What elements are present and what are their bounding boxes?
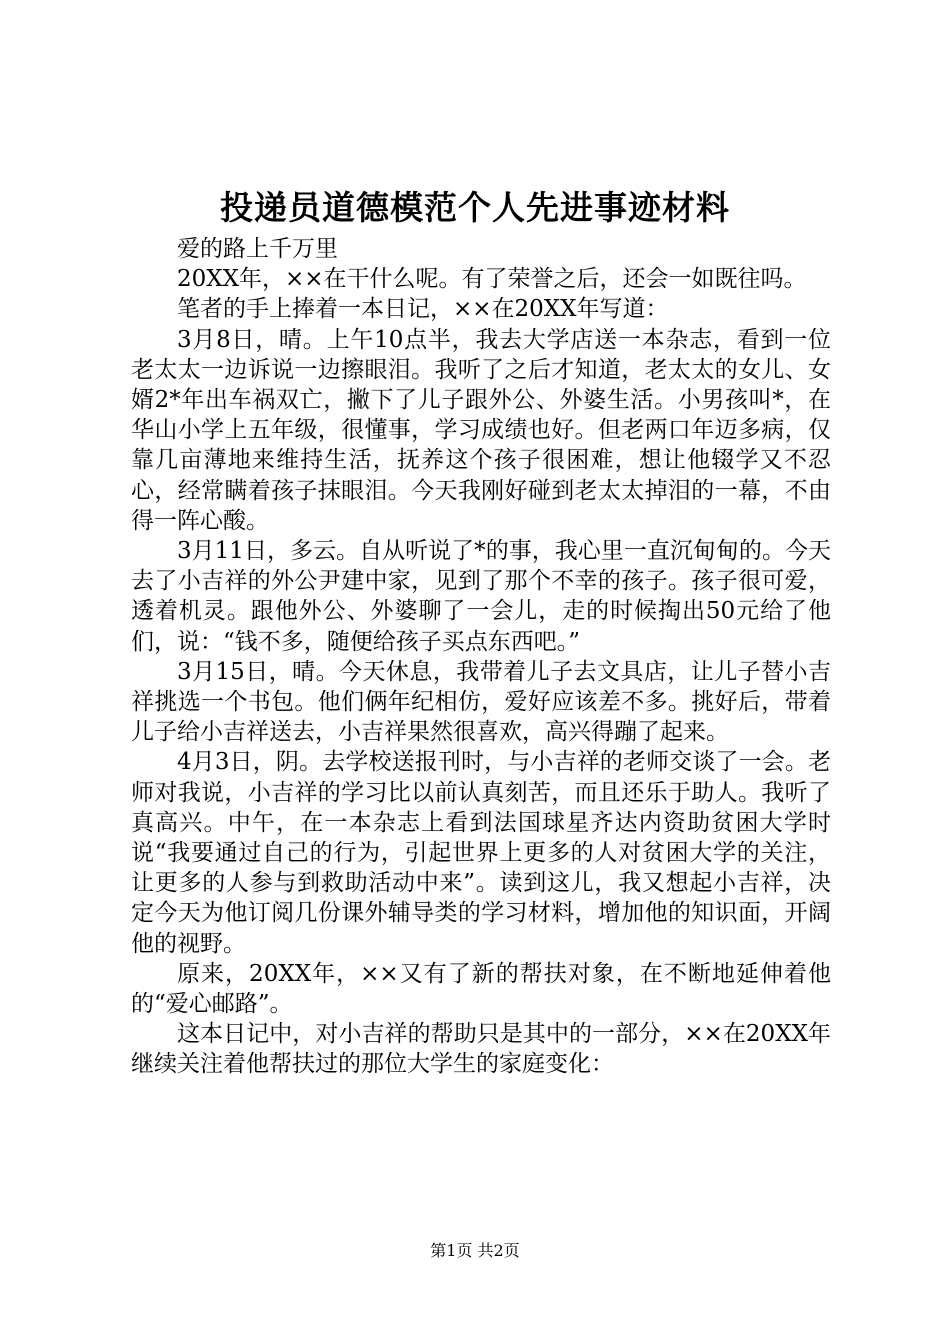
paragraph-subtitle: 爱的路上千万里 [177, 236, 338, 262]
paragraph: 20XX年，××在干什么呢。有了荣誉之后，还会一如既往吗。 [177, 266, 807, 293]
paragraph-diary-entry: 4月3日，阴。去学校送报刊时，与小吉祥的老师交谈了一会。老师对我说，小吉祥的学习比以前认真刻苦，而且还乐于助人。我听了真高兴。中午，在一本杂志上看到法国球星齐达内资助贫困大学时说“我要通过自己的行为，引起世界上更多的人对贫困大学的关注，让更多的人参与到救助活动中来”。读到这儿，我又想起小吉祥，决定今天为他订阅几份课外辅导类的学习材料，增加他的知识面，开阔他的视野。 [131, 749, 831, 957]
page-footer: 第1页 共2页 [430, 1241, 520, 1260]
paragraph: 原来，20XX年，××又有了新的帮扶对象，在不断地延伸着他的“爱心邮路”。 [131, 960, 831, 1018]
paragraph: 笔者的手上捧着一本日记，××在20XX年写道： [177, 296, 669, 323]
paragraph-diary-entry: 3月11日，多云。自从听说了*的事，我心里一直沉甸甸的。今天去了小吉祥的外公尹建中家，见到了那个不幸的孩子。孩子很可爱，透着机灵。跟他外公、外婆聊了一会儿，走的时候掏出50元给了他们，说：“钱不多，随便给孩子买点东西吧。” [131, 538, 831, 655]
document-title: 投递员道德模范个人先进事迹材料 [220, 188, 730, 227]
paragraph: 这本日记中，对小吉祥的帮助只是其中的一部分，××在20XX年继续关注着他帮扶过的那位大学生的家庭变化： [131, 1021, 831, 1078]
paragraph-diary-entry: 3月15日，晴。今天休息，我带着儿子去文具店，让儿子替小吉祥挑选一个书包。他们俩年纪相仿，爱好应该差不多。挑好后，带着儿子给小吉祥送去，小吉祥果然很喜欢，高兴得蹦了起来。 [131, 658, 831, 746]
paragraph-diary-entry: 3月8日，晴。上午10点半，我去大学店送一本杂志，看到一位老太太一边诉说一边擦眼泪。我听了之后才知道，老太太的女儿、女婿2*年出车祸双亡，撇下了儿子跟外公、外婆生活。小男孩叫*，在华山小学上五年级，很懂事，学习成绩也好。但老两口年迈多病，仅靠几亩薄地来维持生活，抚养这个孩子很困难，想让他辍学又不忍心，经常瞒着孩子抹眼泪。今天我刚好碰到老太太掉泪的一幕，不由得一阵心酸。 [131, 326, 831, 534]
document-body [131, 234, 831, 1080]
